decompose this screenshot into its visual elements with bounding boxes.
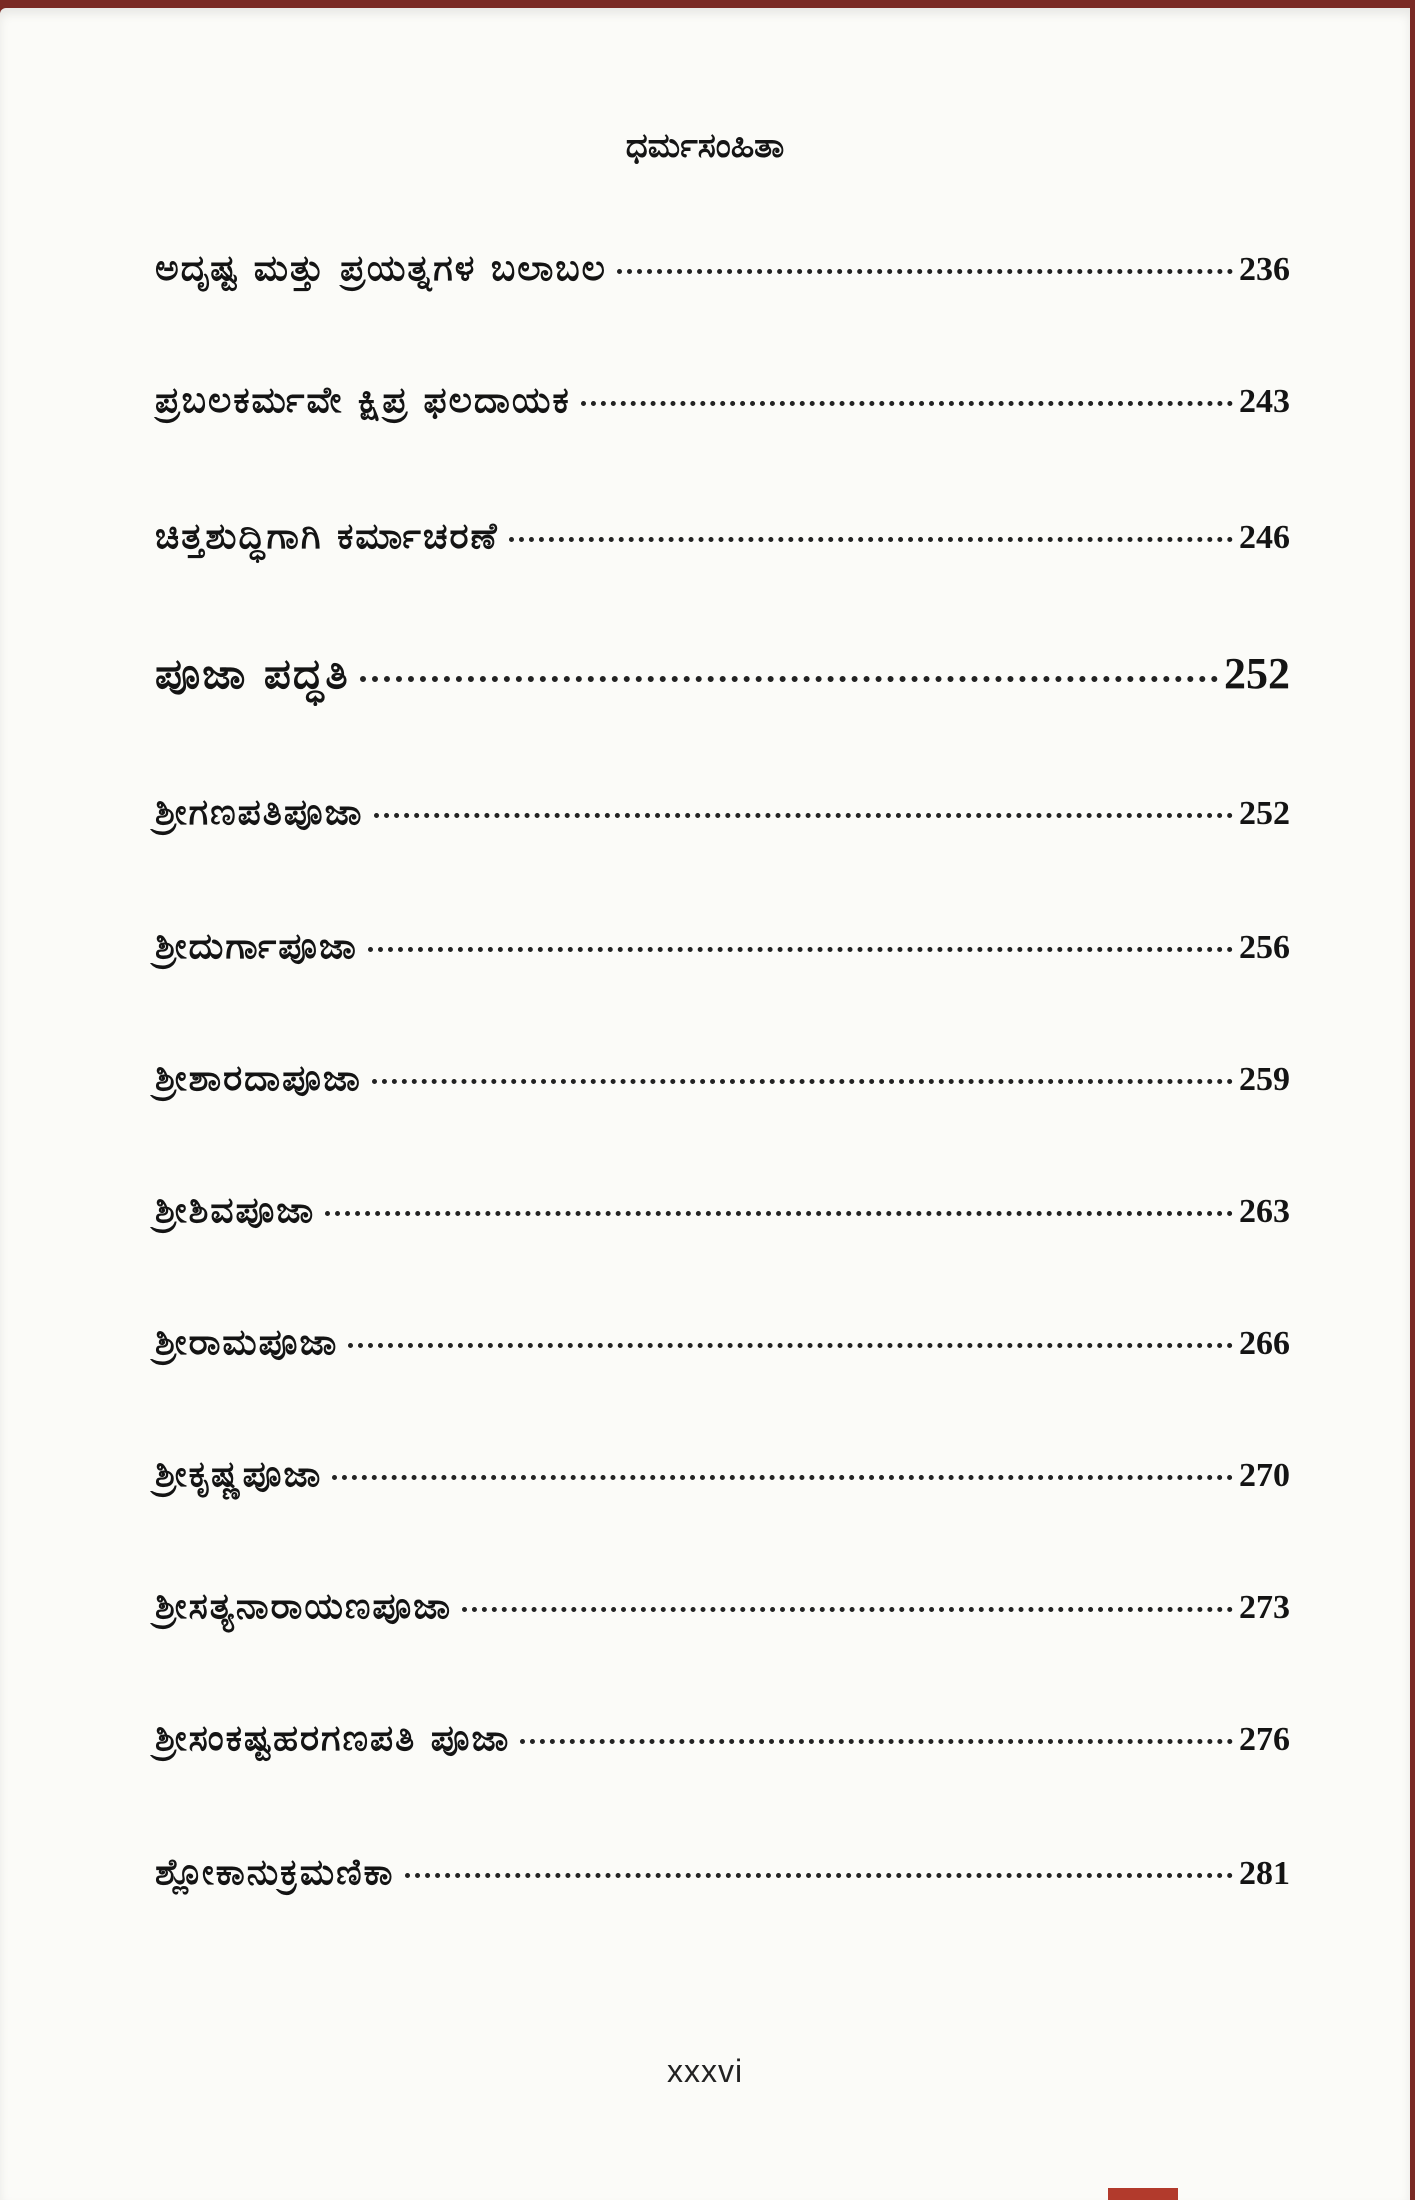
toc-entry-title: ಶ್ರೀಶಾರದಾಪೂಜಾ bbox=[155, 1058, 362, 1099]
toc-entry bbox=[155, 516, 1290, 558]
dot-leader bbox=[374, 813, 1233, 818]
toc-entry-page: 276 bbox=[1239, 1721, 1290, 1758]
toc-entry-page: 270 bbox=[1239, 1457, 1290, 1494]
toc-entry-title: ಶ್ರೀಕೃಷ್ಣಪೂಜಾ bbox=[155, 1454, 323, 1495]
book-cover-edge bbox=[1108, 2188, 1178, 2200]
toc-section-entry bbox=[155, 648, 1290, 699]
toc-entry-page: 266 bbox=[1239, 1325, 1290, 1362]
dot-leader bbox=[332, 1475, 1233, 1480]
dot-leader bbox=[462, 1607, 1233, 1612]
dot-leader bbox=[581, 401, 1233, 406]
toc-entry bbox=[155, 1190, 1290, 1232]
dot-leader bbox=[368, 947, 1233, 952]
toc-entry-title: ಪ್ರಬಲಕರ್ಮವೇ ಕ್ಷಿಪ್ರ ಫಲದಾಯಕ bbox=[155, 380, 571, 421]
toc-entry bbox=[155, 1852, 1290, 1894]
dot-leader bbox=[372, 1079, 1233, 1084]
running-title: ಧರ್ಮಸಂಹಿತಾ bbox=[625, 126, 785, 166]
dot-leader bbox=[360, 676, 1218, 682]
toc-entry bbox=[155, 1058, 1290, 1100]
toc-entry-page: 256 bbox=[1239, 929, 1290, 966]
toc-entry-page: 263 bbox=[1239, 1193, 1290, 1230]
toc-entry bbox=[155, 380, 1290, 422]
toc-entry-page: 259 bbox=[1239, 1061, 1290, 1098]
toc-entry-title: ಶ್ರೀರಾಮಪೂಜಾ bbox=[155, 1322, 339, 1363]
toc-entry-page: 273 bbox=[1239, 1589, 1290, 1626]
toc-entry-page: 243 bbox=[1239, 383, 1290, 420]
toc-entry bbox=[155, 1718, 1290, 1760]
dot-leader bbox=[405, 1873, 1233, 1878]
toc-entry-title: ಚಿತ್ತಶುದ್ಧಿಗಾಗಿ ಕರ್ಮಾಚರಣೆ bbox=[155, 516, 499, 557]
dot-leader bbox=[325, 1211, 1233, 1216]
toc-section-page: 252 bbox=[1224, 649, 1290, 698]
dot-leader bbox=[348, 1343, 1233, 1348]
toc-entry bbox=[155, 1586, 1290, 1628]
dot-leader bbox=[520, 1739, 1233, 1744]
toc-entry-title: ಶ್ಲೋಕಾನುಕ್ರಮಣಿಕಾ bbox=[155, 1852, 395, 1893]
dot-leader bbox=[617, 269, 1233, 274]
toc-entry-page: 246 bbox=[1239, 519, 1290, 556]
toc-entry-page: 236 bbox=[1239, 251, 1290, 288]
toc-entry-title: ಶ್ರೀಗಣಪತಿಪೂಜಾ bbox=[155, 792, 364, 833]
toc-entry-title: ಶ್ರೀಸಂಕಷ್ಟಹರಗಣಪತಿ ಪೂಜಾ bbox=[155, 1718, 511, 1759]
book-page bbox=[0, 8, 1410, 2200]
toc-entry-page: 252 bbox=[1239, 795, 1290, 832]
page-folio: xxxvi bbox=[666, 2053, 744, 2089]
toc-entry bbox=[155, 248, 1290, 290]
toc-entry-title: ಶ್ರೀಸತ್ಯನಾರಾಯಣಪೂಜಾ bbox=[155, 1586, 453, 1627]
toc-entry bbox=[155, 792, 1290, 834]
toc-entry-title: ಶ್ರೀಶಿವಪೂಜಾ bbox=[155, 1190, 316, 1231]
toc-entry-title: ಅದೃಷ್ಟ ಮತ್ತು ಪ್ರಯತ್ನಗಳ ಬಲಾಬಲ bbox=[155, 248, 607, 289]
dot-leader bbox=[509, 537, 1233, 542]
toc-entry-page: 281 bbox=[1239, 1855, 1290, 1892]
toc-entry-title: ಶ್ರೀದುರ್ಗಾಪೂಜಾ bbox=[155, 926, 358, 967]
toc-entry bbox=[155, 1322, 1290, 1364]
toc-entry bbox=[155, 1454, 1290, 1496]
toc-section-title: ಪೂಜಾ ಪದ್ಧತಿ bbox=[155, 649, 350, 698]
toc-entry bbox=[155, 926, 1290, 968]
